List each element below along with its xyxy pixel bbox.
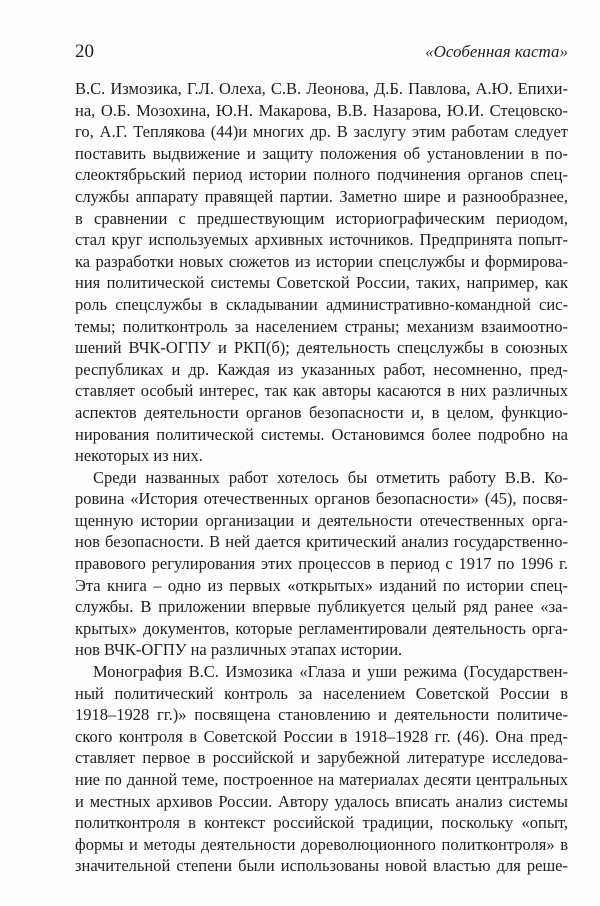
text-line: значительной степени были использованы новой властью для реше-: [75, 856, 568, 876]
text-line: и местных архивов России. Автору удалось вписать анализ системы: [75, 791, 568, 811]
text-line: го, А.Г. Теплякова (44)и многих др. В заслугу этим работам следует: [75, 122, 568, 142]
text-line: службы. В приложении впервые публикуется целый ряд ранее «за-: [75, 597, 568, 617]
text-line: В.С. Измозика, Г.Л. Олеха, С.В. Леонова, Д.Б. Павлова, А.Ю. Епихи-: [75, 79, 568, 98]
running-head: [75, 40, 568, 64]
text-line: ского контроля в Советской России в 1918–1928 гг. (46). Она пред-: [75, 726, 568, 746]
text-line: ный политический контроль за населением Советской России в: [75, 683, 568, 703]
text-line: ровина «История отечественных органов безопасности» (45), посвя-: [75, 489, 568, 509]
text-line: Эта книга – одно из первых «открытых» изданий по истории спец-: [75, 575, 568, 595]
text-line: Монография В.С. Измозика «Глаза и уши режима (Государствен-: [93, 662, 568, 682]
text-line: некоторых из них.: [75, 446, 203, 466]
text-line: ставляет первое в российской и зарубежной литературе исследова-: [75, 748, 568, 768]
text-line: нов ВЧК-ОГПУ на различных этапах истории.: [75, 640, 403, 660]
text-line: 1918–1928 гг.)» посвящена становлению и деятельности политиче-: [75, 705, 568, 725]
text-line: стал круг используемых архивных источников. Предпринята попыт-: [75, 230, 568, 250]
paragraph-1: [75, 78, 568, 467]
body-text: [75, 78, 568, 877]
text-line: роль спецслужбы в складывании административно-командной сис-: [75, 294, 568, 314]
text-line: темы; политконтроль за населением страны; механизм взаимоотно-: [75, 316, 568, 336]
text-line: ставляет особый интерес, так как авторы касаются в них различных: [75, 381, 568, 401]
text-line: аспектов деятельности органов безопасности и, в целом, функцио-: [75, 402, 568, 422]
text-line: нов безопасности. В ней дается критический анализ государственно-: [75, 532, 568, 552]
text-line: шений ВЧК-ОГПУ и РКП(б); деятельность спецслужбы в союзных: [75, 338, 568, 358]
text-line: на, О.Б. Мозохина, Ю.Н. Макарова, В.В. Назарова, Ю.И. Стецовско-: [75, 100, 568, 120]
text-line: ние по данной теме, построенное на материалах десяти центральных: [75, 770, 568, 789]
text-line: ка разработки новых сюжетов из истории спецслужбы и формирова-: [75, 251, 568, 271]
text-line: политконтроля в контекст российской традиции, поскольку «опыт,: [75, 813, 568, 833]
text-line: поставить выдвижение и защиту положения об установлении в по-: [75, 143, 568, 163]
text-line: в сравнении с предшествующим историографическим периодом,: [75, 208, 568, 228]
text-line: Среди названных работ хотелось бы отметить работу В.В. Ко-: [93, 467, 568, 487]
text-line: республиках и др. Каждая из указанных работ, несомненно, пред-: [75, 359, 568, 379]
running-title: «Особенная каста»: [425, 42, 568, 61]
paragraph-3: [75, 661, 568, 877]
page-number: 20: [75, 41, 94, 62]
text-line: нирования политической системы. Остановимся более подробно на: [75, 424, 568, 444]
text-line: службы аппарату правящей партии. Заметно шире и разнообразнее,: [75, 186, 568, 206]
text-line: слеоктябрьский период истории полного подчинения органов спец-: [75, 165, 568, 185]
paragraph-2: [75, 467, 568, 661]
text-line: крытых» документов, которые регламентировали деятельность орга-: [75, 618, 568, 638]
text-line: щенную истории организации и деятельности отечественных орга-: [75, 510, 568, 530]
text-line: формы и методы деятельности дореволюционного политконтроля» в: [75, 834, 568, 854]
text-line: правового регулирования этих процессов в период с 1917 по 1996 г.: [75, 554, 568, 574]
text-line: ния политической системы Советской России, таких, например, как: [75, 273, 568, 293]
